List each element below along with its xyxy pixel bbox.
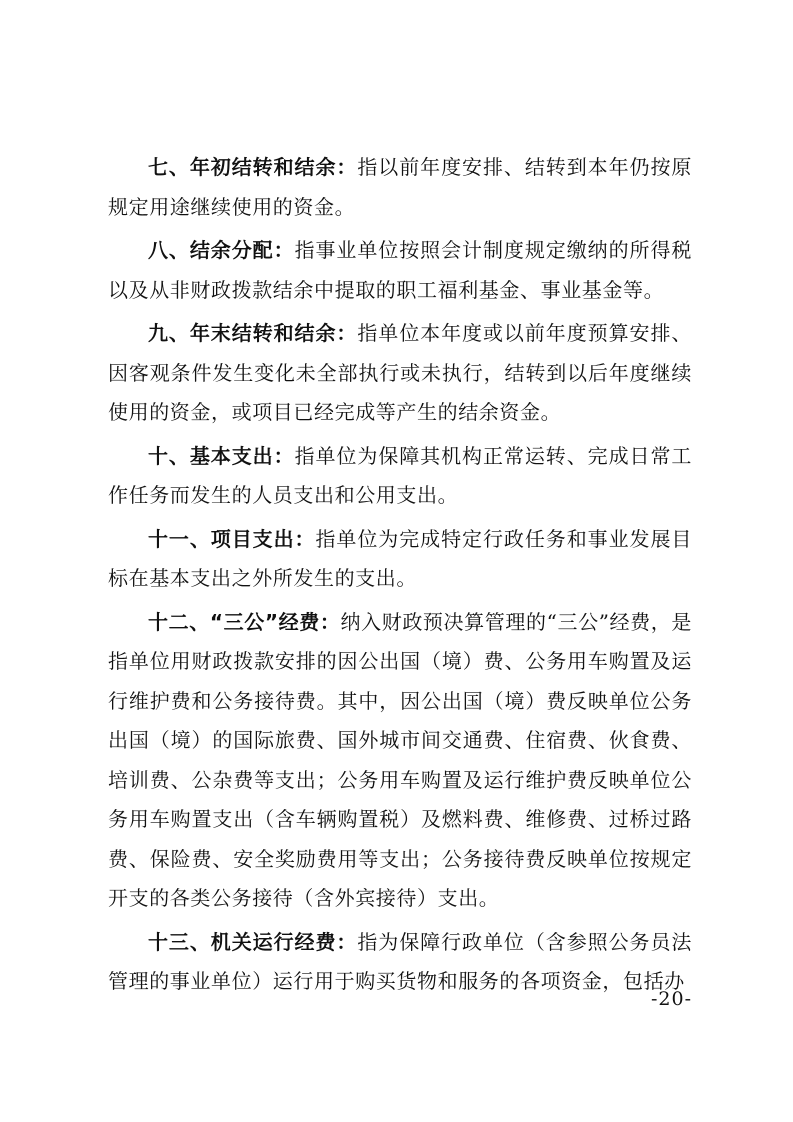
term-heading: 十、基本支出： bbox=[148, 443, 295, 468]
term-heading: 八、结余分配： bbox=[148, 238, 295, 262]
paragraph-9 bbox=[108, 314, 692, 433]
term-definition: 指以前年度安排、结转到本年仍按原规定用途继续使用的资金。 bbox=[108, 155, 692, 219]
term-definition: 指单位为完成特定行政任务和事业发展目标在基本支出之外所发生的支出。 bbox=[108, 526, 692, 590]
document-body bbox=[108, 148, 692, 1006]
term-heading: 十三、机关运行经费： bbox=[148, 929, 358, 954]
term-definition: 指为保障行政单位（含参照公务员法管理的事业单位）运行用于购买货物和服务的各项资金，包括办 bbox=[108, 929, 692, 993]
term-heading: 十一、项目支出： bbox=[148, 526, 316, 551]
term-definition: 指单位为保障其机构正常运转、完成日常工作任务而发生的人员支出和公用支出。 bbox=[108, 443, 693, 507]
term-definition: 指单位本年度或以前年度预算安排、因客观条件发生变化未全部执行或未执行，结转到以后年度继续使用的资金，或项目已经完成等产生的结余资金。 bbox=[108, 321, 692, 424]
paragraph-7 bbox=[108, 148, 692, 227]
paragraph-10 bbox=[108, 437, 692, 516]
paragraph-13 bbox=[108, 923, 692, 1002]
term-definition: 指事业单位按照会计制度规定缴纳的所得税以及从非财政拨款结余中提取的职工福利基金、事业基金等。 bbox=[108, 238, 693, 302]
term-heading: 九、年末结转和结余： bbox=[148, 321, 358, 345]
paragraph-11 bbox=[108, 520, 692, 599]
term-definition: 纳入财政预决算管理的“三公”经费，是指单位用财政拨款安排的因公出国（境）费、公务用车购置及运行维护费和公务接待费。其中，因公出国（境）费反映单位公务出国（境）的国际旅费、国外城市间交通费、住宿费、伙食费、培训费、公杂费等支出；公务用车购置及运行维护费反映单位公务用车购置支出（含车辆购置税）及燃料费、维修费、过桥过路费、保险费、安全奖励费用等支出；公务接待费反映单位按规定开支的各类公务接待（含外宾接待）支出。 bbox=[108, 609, 693, 910]
term-heading: 十二、“三公”经费： bbox=[148, 609, 341, 634]
page-number: -20- bbox=[650, 988, 692, 1010]
term-heading: 七、年初结转和结余： bbox=[148, 155, 358, 179]
paragraph-8 bbox=[108, 231, 692, 310]
paragraph-12 bbox=[108, 603, 692, 919]
